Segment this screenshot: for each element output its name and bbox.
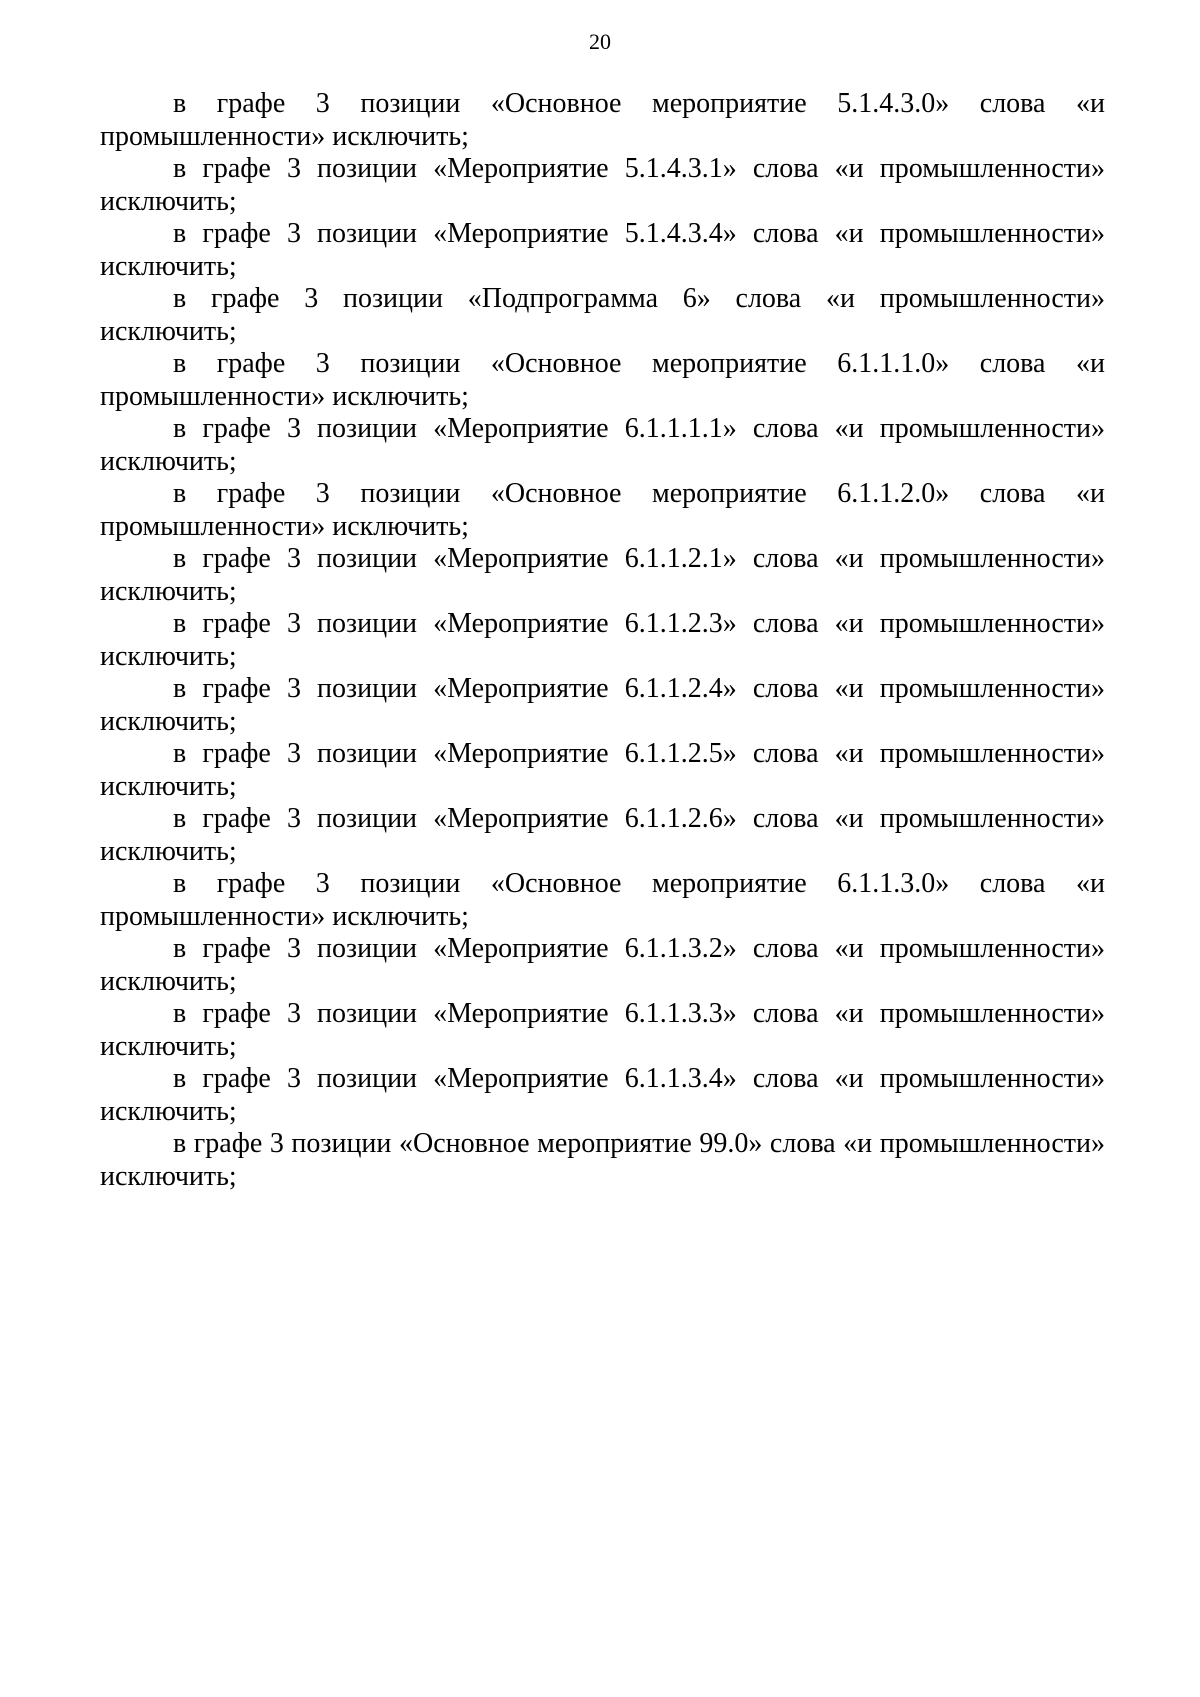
paragraph: в графе 3 позиции «Мероприятие 6.1.1.2.6» слова «и промышленности» исключить; (100, 803, 1105, 867)
paragraph: в графе 3 позиции «Мероприятие 6.1.1.2.5» слова «и промышленности» исключить; (100, 738, 1105, 802)
paragraph: в графе 3 позиции «Мероприятие 6.1.1.2.4» слова «и промышленности» исключить; (100, 673, 1105, 737)
paragraph: в графе 3 позиции «Мероприятие 5.1.4.3.4» слова «и промышленности» исключить; (100, 218, 1105, 282)
paragraph: в графе 3 позиции «Основное мероприятие 5.1.4.3.0» слова «и промышленности» исключить; (100, 88, 1105, 152)
page-number: 20 (589, 29, 611, 54)
paragraph: в графе 3 позиции «Основное мероприятие 6.1.1.3.0» слова «и промышленности» исключить; (100, 868, 1105, 932)
paragraph: в графе 3 позиции «Мероприятие 6.1.1.3.4» слова «и промышленности» исключить; (100, 1063, 1105, 1127)
paragraph: в графе 3 позиции «Основное мероприятие 6.1.1.2.0» слова «и промышленности» исключить; (100, 478, 1105, 542)
paragraph: в графе 3 позиции «Мероприятие 6.1.1.2.3» слова «и промышленности» исключить; (100, 608, 1105, 672)
paragraph: в графе 3 позиции «Мероприятие 6.1.1.3.3» слова «и промышленности» исключить; (100, 998, 1105, 1062)
paragraph: в графе 3 позиции «Мероприятие 6.1.1.2.1» слова «и промышленности» исключить; (100, 543, 1105, 607)
paragraph: в графе 3 позиции «Мероприятие 6.1.1.3.2» слова «и промышленности» исключить; (100, 933, 1105, 997)
paragraph: в графе 3 позиции «Мероприятие 6.1.1.1.1» слова «и промышленности» исключить; (100, 413, 1105, 477)
paragraph: в графе 3 позиции «Подпрограмма 6» слова «и промышленности» исключить; (100, 283, 1105, 347)
document-body (100, 88, 1105, 1193)
paragraph: в графе 3 позиции «Основное мероприятие 6.1.1.1.0» слова «и промышленности» исключить; (100, 348, 1105, 412)
paragraph: в графе 3 позиции «Основное мероприятие 99.0» слова «и промышленности» исключить; (100, 1128, 1105, 1192)
paragraph: в графе 3 позиции «Мероприятие 5.1.4.3.1» слова «и промышленности» исключить; (100, 153, 1105, 217)
